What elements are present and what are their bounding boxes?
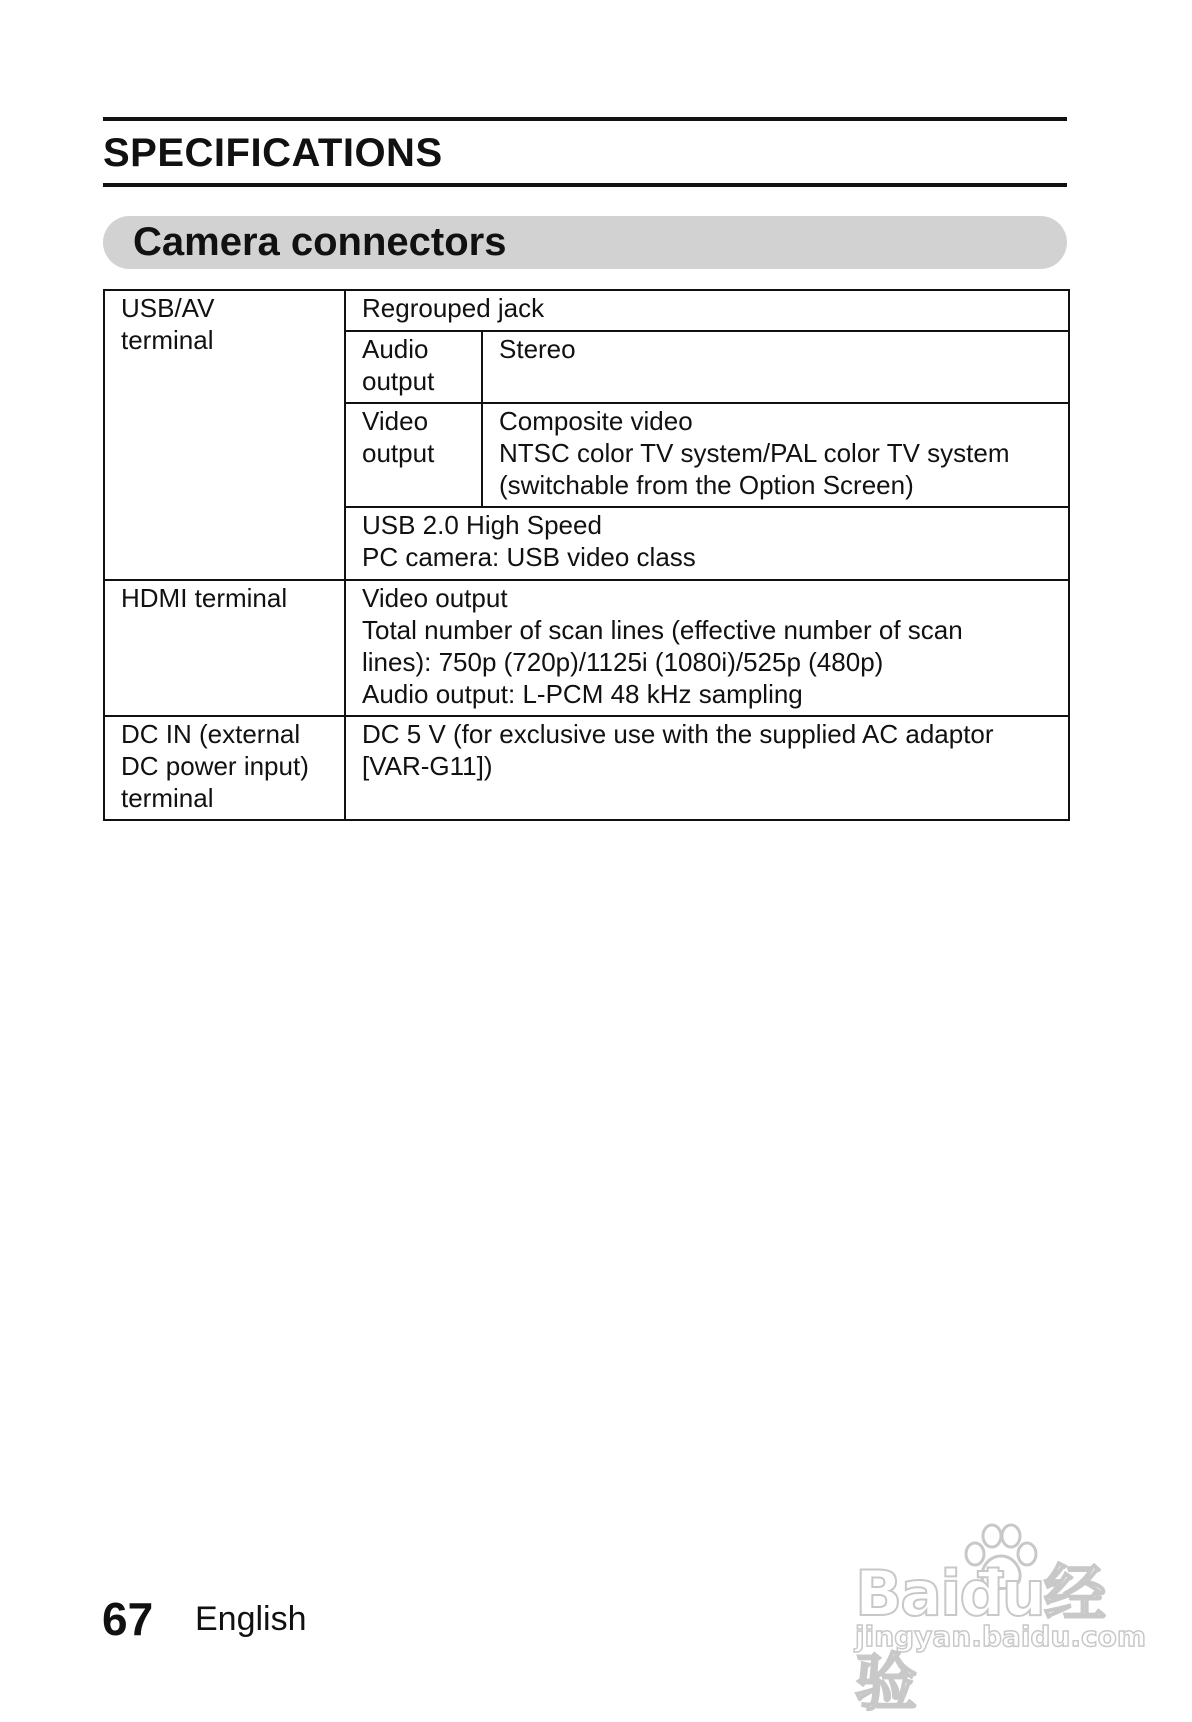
- table-row: [104, 716, 1069, 820]
- page-title: SPECIFICATIONS: [103, 131, 443, 175]
- page-language: English: [195, 1600, 307, 1638]
- audio-output-label-cell: Audio output: [345, 331, 482, 403]
- hdmi-label-cell: HDMI terminal: [104, 580, 345, 716]
- usb-av-label-cell: USB/AV terminal: [104, 290, 345, 580]
- hdmi-value-cell: Video output Total number of scan lines (effective number of scan lines): 750p (720p)/1125i (1080i)/525p (480p) Audio output: L-PCM 48 kHz sampling: [345, 580, 1069, 716]
- page-header: [103, 117, 1067, 187]
- section-title: Camera connectors: [133, 220, 507, 264]
- regrouped-jack-cell: Regrouped jack: [345, 290, 1069, 331]
- dc-in-label-cell: DC IN (external DC power input) terminal: [104, 716, 345, 820]
- watermark-brand: Baiđu经验: [855, 1557, 1104, 1719]
- table-row: [104, 580, 1069, 716]
- page-number: 67: [102, 1593, 154, 1645]
- audio-output-value-cell: Stereo: [482, 331, 1069, 403]
- video-output-value-cell: Composite video NTSC color TV system/PAL color TV system (switchable from the Option Screen): [482, 403, 1069, 507]
- baidu-watermark: [855, 1520, 1147, 1719]
- video-output-label-cell: Video output: [345, 403, 482, 507]
- specifications-table: [103, 289, 1070, 821]
- dc-in-value-cell: DC 5 V (for exclusive use with the supplied AC adaptor [VAR-G11]): [345, 716, 1069, 820]
- table-row: [104, 290, 1069, 331]
- section-header: [103, 216, 1067, 269]
- watermark-url: jingyan.baidu.com: [855, 1620, 1147, 1653]
- usb-spec-cell: USB 2.0 High Speed PC camera: USB video class: [345, 507, 1069, 580]
